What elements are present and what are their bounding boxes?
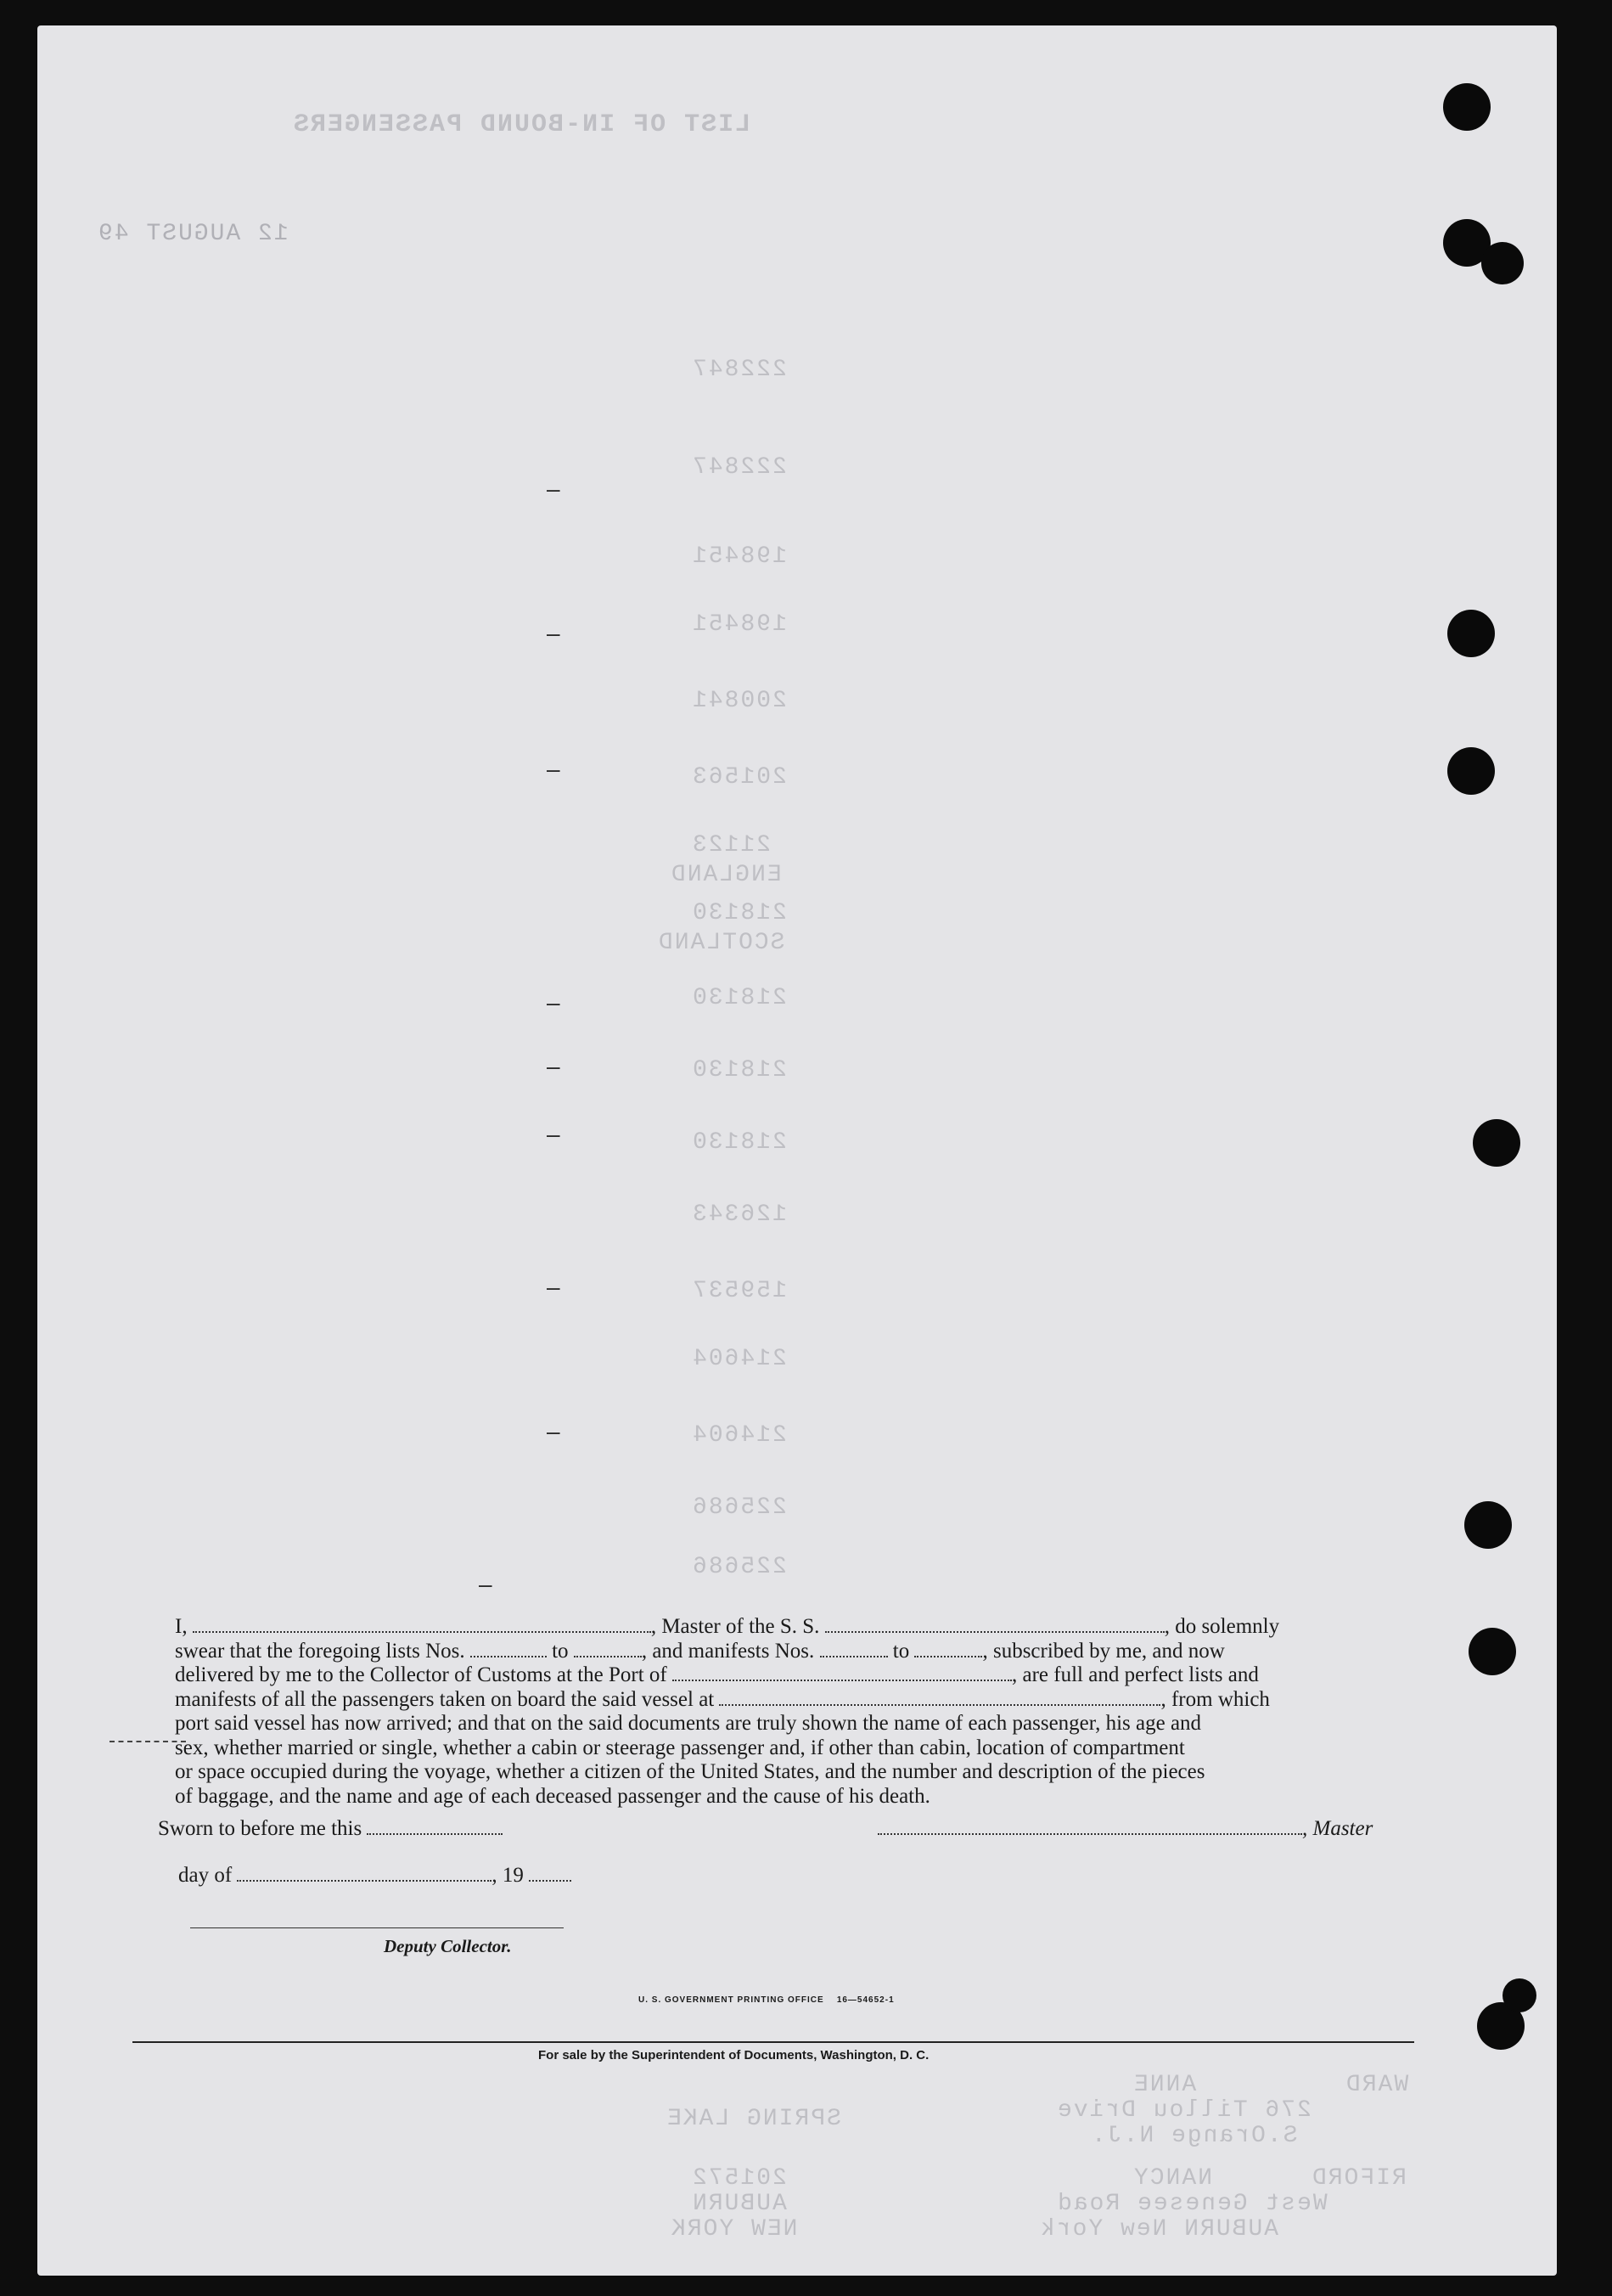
ghost-name: AUBURN [691, 2191, 787, 2217]
ghost-number: 218130 [691, 985, 787, 1011]
ghost-number: ENGLAND [670, 862, 782, 888]
punch-hole [1481, 242, 1524, 284]
gpo-imprint: U. S. GOVERNMENT PRINTING OFFICE 16—54652-1 [638, 1995, 895, 2005]
ghost-number: 200841 [691, 688, 787, 714]
oath-line: or space occupied during the voyage, whether a citizen of the United States, and the number and description of the pieces [175, 1760, 1205, 1783]
master-signature-row: , Master [878, 1817, 1373, 1841]
ghost-number: 21123 [691, 832, 772, 858]
dash-mark: – [479, 1571, 492, 1597]
day-of-row: day of , 19 [178, 1864, 571, 1888]
dash-mark: – [547, 989, 560, 1016]
ghost-name: 201572 [691, 2165, 787, 2192]
oath-line: I, , Master of the S. S. , do solemnly [175, 1615, 1280, 1638]
ghost-number: 222847 [691, 454, 787, 481]
ghost-name: WARD [1345, 2072, 1409, 2098]
ghost-number: 126343 [691, 1201, 787, 1228]
ghost-number: 225686 [691, 1554, 787, 1580]
punch-hole [1447, 747, 1495, 795]
ghost-number: 222847 [691, 357, 787, 383]
ghost-name: NEW YORK [670, 2216, 798, 2243]
manifest-page [37, 25, 1557, 2276]
ghost-number: 218130 [691, 1129, 787, 1156]
ghost-date: 12 AUGUST 49 [97, 221, 289, 247]
ghost-number: 218130 [691, 900, 787, 926]
oath-line: delivered by me to the Collector of Customs at the Port of , are full and perfect lists and [175, 1663, 1259, 1686]
punch-hole [1473, 1119, 1520, 1167]
deputy-collector-label: Deputy Collector. [384, 1936, 512, 1956]
deputy-signature-line [190, 1927, 564, 1928]
ghost-header-title: LIST OF IN-BOUND PASSENGERS [292, 110, 751, 139]
footer-rule [132, 2041, 1414, 2043]
ghost-number: 225686 [691, 1494, 787, 1521]
ghost-name: RIFORD [1311, 2165, 1407, 2192]
ghost-name: AUBURN New York [1039, 2216, 1279, 2243]
punch-hole [1464, 1501, 1512, 1549]
punch-hole [1469, 1628, 1516, 1675]
oath-line: sex, whether married or single, whether a cabin or steerage passenger and, if other than cabin, location of compartment [175, 1736, 1185, 1759]
dash-mark: – [547, 1053, 560, 1079]
ghost-number: 159537 [691, 1278, 787, 1304]
oath-line: of baggage, and the name and age of each deceased passenger and the cause of his death. [175, 1784, 930, 1808]
master-oath [175, 1615, 1448, 1809]
sale-notice: For sale by the Superintendent of Documents, Washington, D. C. [538, 2048, 930, 2062]
punch-hole [1447, 610, 1495, 657]
ghost-number: 214604 [691, 1346, 787, 1372]
ghost-number: 218130 [691, 1057, 787, 1083]
ghost-number: 201563 [691, 764, 787, 791]
ghost-name: 276 Tillou Drive [1056, 2097, 1312, 2124]
oath-line: manifests of all the passengers taken on board the said vessel at , from which [175, 1687, 1270, 1711]
oath-line: port said vessel has now arrived; and that on the said documents are truly shown the name of each passenger, his age and [175, 1712, 1202, 1735]
sworn-row: Sworn to before me this [158, 1817, 503, 1841]
dash-mark: – [547, 1121, 560, 1147]
dash-mark: – [547, 756, 560, 782]
ghost-name: West Genesee Road [1056, 2191, 1328, 2217]
ghost-name: NANCY [1132, 2165, 1213, 2192]
dash-mark: – [547, 1274, 560, 1300]
punch-hole [1443, 83, 1491, 131]
punch-hole [1502, 1978, 1536, 2012]
oath-line: swear that the foregoing lists Nos. to , and manifests Nos. to , subscribed by me, and now [175, 1639, 1225, 1663]
dash-mark: – [547, 476, 560, 502]
ghost-name: ANNE [1132, 2072, 1197, 2098]
ghost-number: 198451 [691, 611, 787, 638]
ghost-number: 214604 [691, 1422, 787, 1449]
strike-line [110, 1741, 186, 1742]
ghost-name: S.Orange N.J. [1090, 2123, 1298, 2149]
ghost-name: SPRING LAKE [666, 2106, 841, 2132]
ghost-number: SCOTLAND [657, 930, 785, 956]
dash-mark: – [547, 620, 560, 646]
ghost-number: 198451 [691, 543, 787, 570]
dash-mark: – [547, 1418, 560, 1444]
